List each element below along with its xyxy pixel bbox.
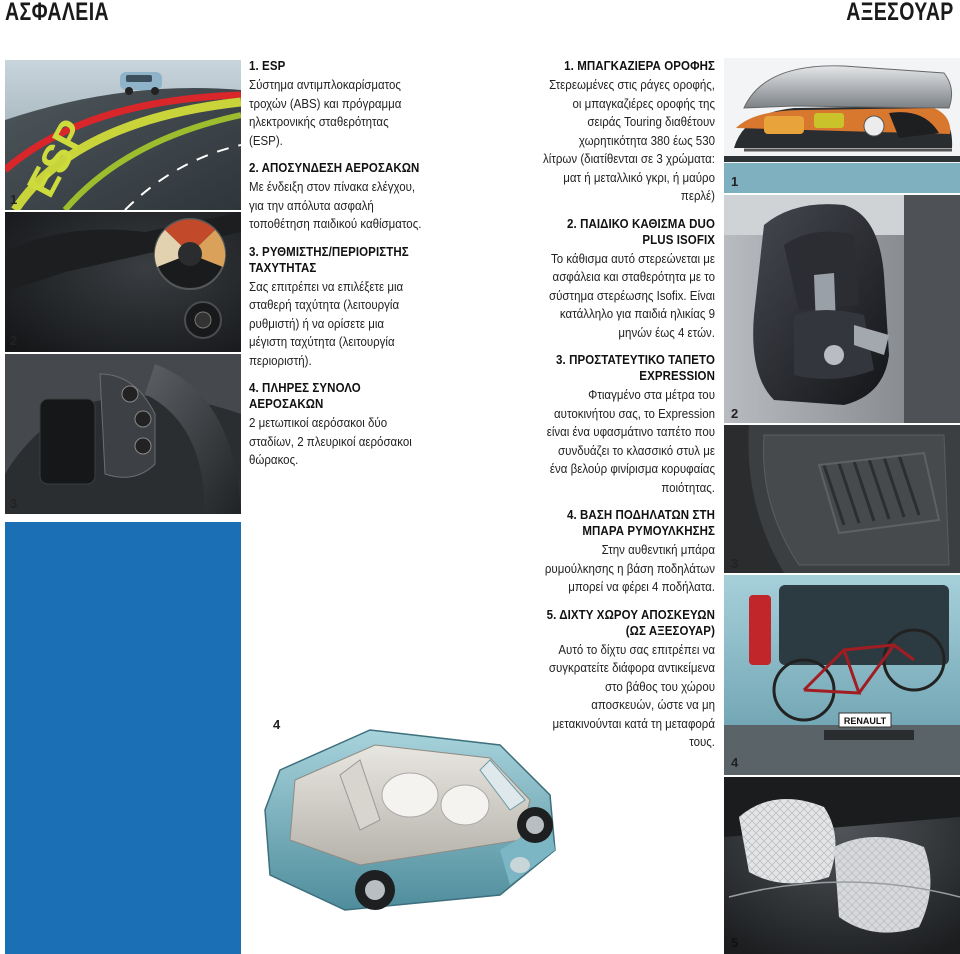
accessory-item-cargo-net xyxy=(527,607,715,752)
license-plate-text: RENAULT xyxy=(843,716,887,726)
safety-item-text: Με ένδειξη στον πίνακα ελέγχου, για την απόλυτα ασφαλή τοποθέτηση παιδικού καθίσματος. xyxy=(249,180,422,231)
accessory-photo-label-4: 4 xyxy=(731,755,739,770)
accessory-photo-label-3: 3 xyxy=(731,556,739,571)
safety-item-airbags xyxy=(249,380,439,470)
child-seat-photo xyxy=(724,195,960,423)
safety-item-speed-limiter xyxy=(249,244,439,371)
esp-road-text: ESP xyxy=(19,112,96,205)
accessory-item-title: 4. ΒΑΣΗ ΠΟΔΗΛΑΤΩΝ ΣΤΗ ΜΠΑΡΑ ΡΥΜΟΥΛΚΗΣΗΣ xyxy=(566,508,715,538)
accessory-item-text: Το κάθισμα αυτό στερεώνεται με ασφάλεια και σταθερότητα με το σύστημα στερέωσης Isofix. Είναι κατάλληλο για παιδιά ηλικίας 9 μηνών έως 4 ετών. xyxy=(549,251,715,340)
accessory-item-title: 3. ΠΡΟΣΤΑΤΕΥΤΙΚΟ ΤΑΠΕΤΟ EXPRESSION xyxy=(556,353,715,383)
roof-box-photo xyxy=(724,58,960,193)
accessory-item-title: 1. ΜΠΑΓΚΑΖΙΕΡΑ ΟΡΟΦΗΣ xyxy=(564,59,715,73)
accessory-photo-label-1: 1 xyxy=(731,174,739,189)
accessory-item-floor-mat xyxy=(527,352,715,497)
photo-label-2: 2 xyxy=(10,333,18,348)
accessory-item-title: 2. ΠΑΙΔΙΚΟ ΚΑΘΙΣΜΑ DUO PLUS ISOFIX xyxy=(567,216,715,247)
section-title-safety: ΑΣΦΑΛΕΙΑ xyxy=(5,0,109,26)
safety-item-esp xyxy=(249,58,439,150)
floor-mat-photo xyxy=(724,425,960,573)
accessory-item-title: 5. ΔΙΧΤΥ ΧΩΡΟΥ ΑΠΟΣΚΕΥΩΝ (ΩΣ ΑΞΕΣΟΥΑΡ) xyxy=(546,607,715,638)
accessory-item-text: Στην αυθεντική μπάρα ρυμούλκησης η βάση ποδηλάτων μπορεί να φέρει 4 ποδήλατα. xyxy=(544,543,715,594)
safety-text-column xyxy=(249,58,439,480)
photo-label-1: 1 xyxy=(10,192,18,207)
safety-item-text: 2 μετωπικοί αερόσακοι δύο σταδίων, 2 πλευρικοί αερόσακοι θώρακος. xyxy=(249,416,412,467)
safety-item-title: 3. ΡΥΘΜΙΣΤΗΣ/ΠΕΡΙΟΡΙΣΤΗΣ ΤΑΧΥΤΗΤΑΣ xyxy=(249,244,409,275)
safety-item-airbag-deactivation xyxy=(249,160,439,234)
blue-panel xyxy=(5,522,241,954)
photo-label-3: 3 xyxy=(10,496,18,511)
safety-item-title: 2. ΑΠΟΣΥΝΔΕΣΗ ΑΕΡΟΣΑΚΩΝ xyxy=(249,161,420,175)
accessory-item-roof-box xyxy=(527,58,715,206)
accessories-text-column xyxy=(527,58,715,762)
safety-item-title: 1. ESP xyxy=(249,59,286,73)
bike-carrier-photo xyxy=(724,575,960,775)
accessory-photo-label-2: 2 xyxy=(731,406,739,421)
section-title-accessories: ΑΞΕΣΟΥΑΡ xyxy=(846,0,954,26)
cruise-control-photo xyxy=(5,354,241,514)
airbag-switch-photo xyxy=(5,212,241,352)
accessory-photo-label-5: 5 xyxy=(731,935,739,950)
esp-road-photo xyxy=(5,60,241,210)
safety-item-text: Σας επιτρέπει να επιλέξετε μια σταθερή ταχύτητα (λειτουργία ρυθμιστή) ή να ορίσετε μια μέγιστη ταχύτητα (λειτουργία περιοριστή). xyxy=(249,279,404,368)
accessory-item-text: Φτιαγμένο στα μέτρα του αυτοκινήτου σας, το Expression είναι ένα υφασμάτινο ταπέτο που συνδυάζει το κλασσικό στυλ με ένα βελούρ φινίρισμα κορυφαίας ποιότητας. xyxy=(546,388,715,495)
safety-item-text: Σύστημα αντιμπλοκαρίσματος τροχών (ABS) και πρόγραμμα ηλεκτρονικής σταθερότητας (ESP). xyxy=(249,78,402,148)
car-photo-label: 4 xyxy=(273,717,281,732)
accessory-item-bike-carrier xyxy=(527,507,715,597)
accessory-item-child-seat xyxy=(527,216,715,343)
accessory-item-text: Αυτό το δίχτυ σας επιτρέπει να συγκρατείτε διάφορα αντικείμενα στο βάθος του χώρου αποσκευών, ώστε να μη μετακινούνται κατά τη μεταφορά τους. xyxy=(548,642,715,749)
accessory-item-text: Στερεωμένες στις ράγες οροφής, οι μπαγκαζιέρες οροφής της σειράς Touring διαθέτουν χωρητικότητα 380 έως 530 λίτρων (διατίθενται σε 3 χρώματα: ματ ή μεταλλικό γκρι, ή μαύρο περλέ) xyxy=(543,78,715,203)
safety-item-title: 4. ΠΛΗΡΕΣ ΣΥΝΟΛΟ ΑΕΡΟΣΑΚΩΝ xyxy=(249,381,361,411)
cargo-net-photo xyxy=(724,777,960,954)
